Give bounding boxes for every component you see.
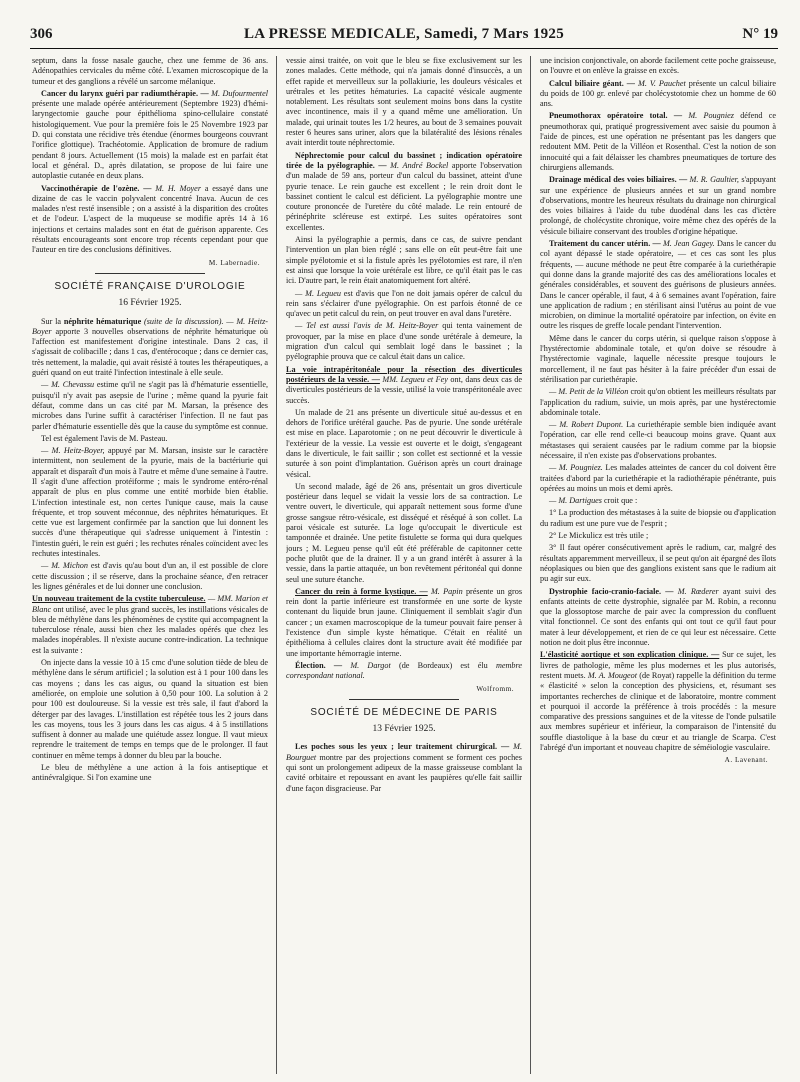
article-author: M. Pougniez [688, 111, 734, 121]
article-poches [286, 742, 522, 793]
society-heading: SOCIÉTÉ FRANÇAISE D'UROLOGIE [54, 280, 246, 292]
article-text: présente un calcul biliaire du poids de 100 gr. enlevé par cholécystotomie chez un homme de 60 ans. [540, 78, 776, 109]
lead-text: Sur la [41, 316, 62, 326]
discussion-text: La curiethérapie semble bien indiquée avant l'opération, car elle rend celle-ci beaucoup moins grave. Quant aux métastases qui seraient causées par le radium comme par la biopsie nécessaire, il n'en existe pas d'observations probantes. [540, 420, 776, 460]
article-text: montre par des projections comment se forment ces poches qui sont un prolongement adipeux de la masse graisseuse comblant la cavité orbitaire et repoussant en avant les paupières qu'elle fait saillir d'une façon disgracieuse. Par [286, 752, 522, 793]
discussion-chevassu [32, 380, 268, 431]
article-drainage [540, 175, 776, 237]
article-author: — M. Heitz-Boyer [32, 316, 268, 336]
article-title: L'élasticité aortique et son explication clinique. — [540, 650, 720, 660]
article-text: ont utilisé, avec le plus grand succès, les instillations vésicales de bleu de méthylène dans les phénomènes de cystite qui accompagnent la tuberculose rénale, aussi bien chez les malades opérés que chez les malades inopérables. Il n'existe aucune contre-indication. La technique est la suivante : [32, 604, 268, 655]
discussion-legueu [286, 289, 522, 320]
discussion-heitz-boyer [32, 446, 268, 559]
discussion-text: appuyé par M. Marsan, insiste sur le caractère intermittent, non seulement de la pyurie, mais de la bactériurie qui apparaît et disparaît d'un mois à l'autre et même d'une semaine à l'autre. Il s'agit d'une affection protéiforme ; mais le syndrome entéro-rénal apparaît de plus en plus comme une entité morbide bien établie. L'infection intestinale est, non certes l'unique cause, mais la cause fréquente, et trop souvent méconnue, des néphrites hématuriques. Et cette vue est largement confirmée par la sanction que lui donnent les succès d'une thérapeutique qui s'adresse uniquement à l'intestin : l'intestin guéri, le rein est guéri ; les rechutes rénales coïncident avec les rechutes intestinales. [32, 446, 268, 559]
article-text: ont, dans deux cas de diverticules postérieurs de la vessie, utilisé la voie transpéritonéale avec succès. [286, 374, 522, 405]
separator-rule [349, 699, 459, 700]
paragraph: Le bleu de méthylène a une action à la fois antiseptique et antinévralgique. Si l'on examine une [32, 763, 268, 783]
election-role: membre correspondant national. [286, 660, 522, 681]
article-title: Pneumothorax opératoire total. — [549, 111, 683, 121]
paragraph: On injecte dans la vessie 10 à 15 cmc d'une solution tiède de bleu de méthylène dans le sérum artificiel ; la solution est à 1 pour 100 dans les cas moyens ; dans les cas aigus, ou quand la situation est bien améliorée, on emploie une solution à 0,50 pour 100. La solution à 2 pour 100 est douloureuse. Si la vessie est très sale, il faut d'abord la déterger par des lavages. L'instillation est répétée tous les 2 jours dans les cas moyens, tous les 3 jours dans les cas aigus. 4 à 5 instillations suffisent à donner au malade une quiétude assez longue. Il vaut mieux reprendre le traitement de temps en temps que de le prolonger. Il faut continuer en même temps à donner du bleu par la bouche. [32, 658, 268, 760]
signature: M. Labernadie. [208, 258, 260, 267]
signature: A. Lavenant. [724, 756, 768, 765]
article-author: M. André Bockel [390, 160, 449, 170]
discussion-dupont [540, 420, 776, 461]
article-author: M. H. Moyer [155, 183, 202, 193]
article-elasticite [540, 650, 776, 753]
article-author: M. R. Gaultier, [689, 175, 739, 185]
article-title: La voie intrapéritonéale pour la résection des diverticules postérieurs de la vessie. — [286, 364, 522, 384]
article-title: Vaccinothérapie de l'ozène. — [41, 183, 152, 193]
article-title: Élection. — [295, 660, 343, 670]
article-text: apporte 3 nouvelles observations de néphrite hématurique où l'affection est manifestement d'origine intestinale. Dans 2 cas, il s'agissait de colibacille ; dans 1 cas, d'entérocoque ; dans ce dernier cas, très nettement, la maladie, qui avait résisté à toutes les thérapeutiques, a guéri quand on eut traité l'infection intestinale à elle seule. [32, 326, 268, 378]
discussion-petit [540, 387, 776, 418]
article-author: M. Dargot [350, 660, 391, 670]
article-larynx [32, 89, 268, 182]
discussion-text: croit qu'on obtient les meilleurs résultats par l'application du radium, suivie, un mois après, par une hystérectomie abdominale totale. [540, 387, 776, 417]
article-author: M. Jean Gagey. [662, 239, 715, 249]
discussion-text: Les malades atteintes de cancer du col doivent être traitées d'abord par la curiethérapie et la radiothérapie pénétrante, puis opérées au moins un mois et demi après. [540, 463, 776, 493]
session-date: 16 Février 1925. [118, 298, 182, 309]
page-number: 306 [30, 26, 53, 42]
column-divider [276, 56, 277, 1074]
article-author: M. Rœderer [677, 586, 719, 596]
column-divider [530, 56, 531, 1074]
article-election [286, 661, 522, 682]
article-cancer-uterin [540, 239, 776, 332]
article-title: Cancer du larynx guéri par radiumthérapie. — [41, 88, 209, 98]
speaker: — M. Dartigues [549, 496, 602, 506]
article-diverticules [286, 365, 522, 406]
signature: Wolfromm. [476, 684, 514, 693]
article-title: Drainage médical des voies biliaires. — [549, 175, 688, 185]
article-text: Sur ce sujet, les livres de pathologie, même les plus modernes et les plus autorisés, restent muets. [540, 650, 776, 680]
article-nephrectomie [286, 151, 522, 233]
article-ozene [32, 184, 268, 256]
article-nephrite [32, 317, 268, 379]
article-title: Dystrophie facio-cranio-faciale. — [549, 586, 674, 596]
article-title: néphrite hématurique [63, 316, 142, 326]
article-ref: (suite de la discussion). [144, 316, 224, 326]
article-text: s'appuyant sur une expérience de plusieurs années et sur un grand nombre d'observations, montre les heureux résultats du drainage non chirurgical des voies biliaires à l'aide du tube duodénal dans les cas d'ictère prolongé, de cholécystite chronique, voire même chez des opérés de la vésicule biliaire conservant des troubles d'origine hépatique. [540, 175, 776, 236]
article-text: défend ce pneumothorax qui, pratiqué progressivement avec saisie du poumon à l'aide de pinces, est une opération ne présentant pas les dangers que redoutent MM. Petit de la Villéon et Rosenthal. C'est la notion de son innocuité qui a fait délaisser les chambres pneumatiques de torture des chirurgiens allemands. [540, 111, 776, 172]
paragraph: septum, dans la fosse nasale gauche, chez une femme de 36 ans. Adénopathies cervicales du même côté. L'examen microscopique de la tumeur et des ganglions a révélé un sarcome mélanique. [32, 56, 268, 86]
article-calcul-biliaire [540, 79, 776, 110]
speaker: — Tel est aussi l'avis de M. Heitz-Boyer [295, 321, 439, 331]
column-1 [32, 56, 268, 1074]
article-author: M. A. Mougeot [587, 670, 638, 680]
article-title: Calcul biliaire géant. — [549, 78, 635, 88]
speaker: — M. Michon [41, 561, 88, 571]
paragraph: Ainsi la pyélographie a permis, dans ce cas, de suivre pendant l'intervention un plan bien réglé ; sans elle on eût peut-être fait une simple pyélotomie et si la fistule après les pyélotomies est rare, il n'en est ainsi que lorsque la voie urétérale est libre, ce qu'il était pas le cas ici. D'autre part, le rein était anatomiquement fort altéré. [286, 235, 522, 286]
discussion-dartigues [540, 496, 776, 506]
article-title: Néphrectomie pour calcul du bassinet ; indication opératoire tirée de la pyélographie. — [286, 150, 522, 170]
speaker: — M. Legueu [295, 288, 341, 298]
discussion-pasteau: Tel est également l'avis de M. Pasteau. [41, 433, 168, 443]
list-item: 2° Le Mickulicz est très utile ; [549, 531, 649, 541]
speaker: — M. Pougniez. [549, 463, 603, 473]
header-rule [30, 48, 778, 49]
discussion-text: croit que : [604, 496, 638, 506]
paragraph: vessie ainsi traitée, on voit que le bleu se fixe exclusivement sur les zones malades. Cette méthode, qui n'a jamais donné d'insuccès, a un effet rapide et merveilleux sur la pollakiurie, les douleurs vésicales et urétrales et les petites hématuries. La capacité vésicale augmente notablement. Les résultats sont seulement moins bons dans la cystite avec incontinence, mais il y a quand même une amélioration. Un malade, qui urinait toutes les 1/2 heures, au bout de 3 semaines pouvait rester 6 heures sans uriner, alors que la bilatéralité des lésions rénales avait interdit toute néphrectomie. [286, 56, 522, 148]
article-text: a essayé dans une dizaine de cas le vaccin polyvalent concentré Inava. Aucun de ces malades n'est resté insensible ; on a assisté à la disparition des croûtes et de l'odeur. L'aspect de la muqueuse se modifie après 14 à 16 injections et certains malades sont en état de guérison apparente. Ces résultats encourageants sont encore trop récents cependant pour que l'auteur en tire des conclusions définitives. [32, 183, 268, 255]
article-cancer-rein [286, 587, 522, 659]
list-item: 3° Il faut opérer consécutivement après le radium, car, malgré des résultats apparemment merveilleux, il se peut qu'on ait épargné des îlots néoplasiques ou bien que des ganglions existent sans que le radium ait pu agir sur eux. [540, 543, 776, 584]
page-header [30, 24, 778, 46]
article-text: (de Royat) rappelle la définition du terme « élasticité » selon la conception des physiciens, et, résumant ses importantes recherches de clinique et de laboratoire, montre comment et pourquoi il accorde la préférence à trois procédés : la mesure comparative des pressions sanguines et de la vitesse de l'onde pulsatile aux membres supérieur et inférieur, la comparaison de l'intensité du souffle diastolique à la base du cœur et au triangle de Scarpa. C'est l'abrégé d'un important et nouveau chapitre de séméiologie vasculaire. [540, 670, 776, 752]
article-author: M. V. Pauchet [638, 78, 686, 88]
speaker: — M. Heitz-Boyer, [41, 446, 105, 456]
article-dystrophie [540, 587, 776, 649]
paragraph: Même dans le cancer du corps utérin, si quelque raison s'oppose à l'hystérectomie abdominale totale, et qu'on doive se résoudre à l'hystérectomie vaginale, laquelle nécessite presque toujours le morcellement, il ne faut pas hésiter à la faire précéder d'un essai de stérilisation par curiethérapie. [540, 333, 776, 384]
article-title: Un nouveau traitement de la cystite tuberculeuse. [32, 594, 206, 604]
article-text: apporte l'observation d'un malade de 59 ans, porteur d'un calcul du bassinet, atteint d'une pyurie tenace. Le rein gauche est excellent ; le rein droit dont le bassinet contient le calcul est déficient. La pyélographie montre une couture prononcée de l'uretère du côté malade. Le rein entouré de périnéphrite scléreuse est extirpé. Les suites opératoires sont excellentes. [286, 160, 522, 232]
discussion-text: qui tenta vainement de provoquer, par la mise en place d'une sonde urétérale à demeure, la migration d'un calcul qui semblait logé dans le bassinet ; la pyélographie prouva que ce calcul était dans un calice. [286, 321, 522, 362]
paragraph: Un malade de 21 ans présente un diverticule situé au-dessus et en dehors de l'orifice urétéral gauche. Pas de pyurie. Une sonde urétérale est mise en place. Laparotomie ; on ne peut découvrir le diverticule à l'extérieur de la vessie. La vessie est ouverte et le doigt, s'engageant dans le diverticule, le fait saillir ; son collet est sectionné et la vessie suturée à son point d'implantation. Guérison après un court drainage vésical. [286, 407, 522, 479]
article-text: ayant suivi des enfants atteints de cette dystrophie, signalée par M. Robin, a reconnu que la glossoptose marche de pair avec la compression du confluent vital fonctionnel. Ce sont des enfants qui ont tout ce qu'il faut pour mater à leur développement, et rien de ce qui leur est nécessaire. Cette notion ne doit plus être inconnue. [540, 586, 776, 648]
article-title: Cancer du rein à forme kystique. — [295, 586, 428, 596]
paragraph: Un second malade, âgé de 26 ans, présentait un gros diverticule postérieur dans lequel se vidait la vessie lors de sa contraction. Le ventre ouvert, le diverticule, qui apparaît nettement sous forme d'une grosse sangsue rétro-vésicale, est disséqué et réséqué à son collet. La paroi vésicale est suturée. La loge qu'occupait le diverticule est tamponnée et drainée. Une petite fistulette se forma qui dura quelques jours ; M. Legueu pense qu'il eût été préférable de capitonner cette poche plutôt que de la drainer. Il y a un grand intérêt à assurer à la vessie, dans la partie attaquée, un bon revêtement péritonéal qui donne seul une suture étanche. [286, 481, 522, 584]
column-2 [286, 56, 522, 1074]
article-title: Les poches sous les yeux ; leur traitement chirurgical. — [295, 742, 510, 752]
article-text: présente un gros rein dont la partie inférieure est transformée en une sorte de kyste contenant du liquide brun jaune. Cliniquement il semblait s'agir d'un cancer ; un examen macroscopique de la tumeur pouvait faire penser à l'existence d'un simple kyste hématique. C'était en réalité un épithélioma à cellules claires dont la structure avait été modifiée par une importante hémorragie interne. [286, 586, 522, 658]
column-3 [540, 56, 776, 1074]
society-heading: SOCIÉTÉ DE MÉDECINE DE PARIS [310, 706, 498, 718]
article-author: — MM. Marion et Blanc [32, 594, 268, 614]
speaker: — M. Chevassu [41, 380, 95, 390]
article-author: M. Dufourmentel [211, 88, 268, 98]
paragraph: une incision conjonctivale, on aborde facilement cette poche graisseuse, on l'ouvre et on enlève la graisse en excès. [540, 56, 776, 76]
speaker: — M. Petit de la Villéon [549, 387, 629, 397]
discussion-text: estime qu'il ne s'agit pas là d'hématurie essentielle, puisqu'il n'y avait pas asepsie de l'urine ; même quand la pyurie fait défaut, comme dans un cas cité par M. Marsan, la présence des microbes dans l'urine suffit à caractériser l'infection. Il ne faut pas parler d'hématurie essentielle dès que la cause du symptôme est connue. [32, 380, 268, 431]
issue-number: N° 19 [742, 26, 778, 42]
speaker: — M. Robert Dupont. [549, 420, 624, 430]
article-author: M. Papin [430, 586, 463, 596]
article-pneumothorax [540, 111, 776, 173]
discussion-text: est d'avis qu'au bout d'un an, il est possible de clore cette discussion ; il se réserve, dans la prochaine séance, d'en retracer les lignes générales et de lui donner une conclusion. [32, 561, 268, 591]
discussion-pougniez [540, 463, 776, 494]
discussion-heitz-boyer [286, 321, 522, 362]
session-date: 13 Février 1925. [372, 724, 436, 735]
discussion-michon [32, 561, 268, 592]
running-title: LA PRESSE MEDICALE, Samedi, 7 Mars 1925 [243, 26, 565, 42]
article-text: (de Bordeaux) est élu [398, 660, 488, 670]
discussion-text: est d'avis que l'on ne doit jamais opérer de calcul du rein sans s'éclairer d'une pyélographie. On est parfois étonné de ce qu'avec un petit calcul du rein, on peut trouver en aval dans l'uretère. [286, 288, 522, 319]
list-item: 1° La production des métastases à la suite de biopsie ou d'application du radium est une pure vue de l'esprit ; [540, 508, 776, 528]
article-text: Dans le cancer du col ayant dépassé le stade opératoire, — et ces cas sont les plus fréquents, — aucune méthode ne peut être comparée à la curiethérapie qui donne dans la grande majorité des cas des améliorations locales et générales considérables, et souvent des guérisons de plusieurs années. Dans le cancer opérable, il faut, 4 à 6 semaines avant l'opération, faire une application de radium ; en stérilisant ainsi l'utérus au point de vue microbien, on diminue la mortalité opératoire par infection, on évite en outre les risques de greffe locale pendant l'intervention. [540, 239, 776, 331]
article-author: MM. Legueu et Fey [382, 374, 448, 384]
article-author: M. Bourguet [286, 742, 522, 762]
separator-rule [95, 273, 205, 274]
article-cystite [32, 594, 268, 656]
article-text: présente une malade opérée antérieurement (Septembre 1923) d'hémi-laryngectomie gauche pour épithélioma spino-cellulaire constaté histologiquement. Vue pour la première fois le 25 Novembre 1923 par D. qui constata une récidive très étendue (énormes bourgeons couvrant l'orifice glottique). Trachéotomie. Application de bromure de radium pendant 8 jours. Actuellement (15 mois) la malade est en parfait état local et général. D., après dilatation, se propose de lui faire une autoplastie cutanée en deux plans. [32, 99, 268, 181]
article-title: Traitement du cancer utérin. — [549, 239, 661, 249]
